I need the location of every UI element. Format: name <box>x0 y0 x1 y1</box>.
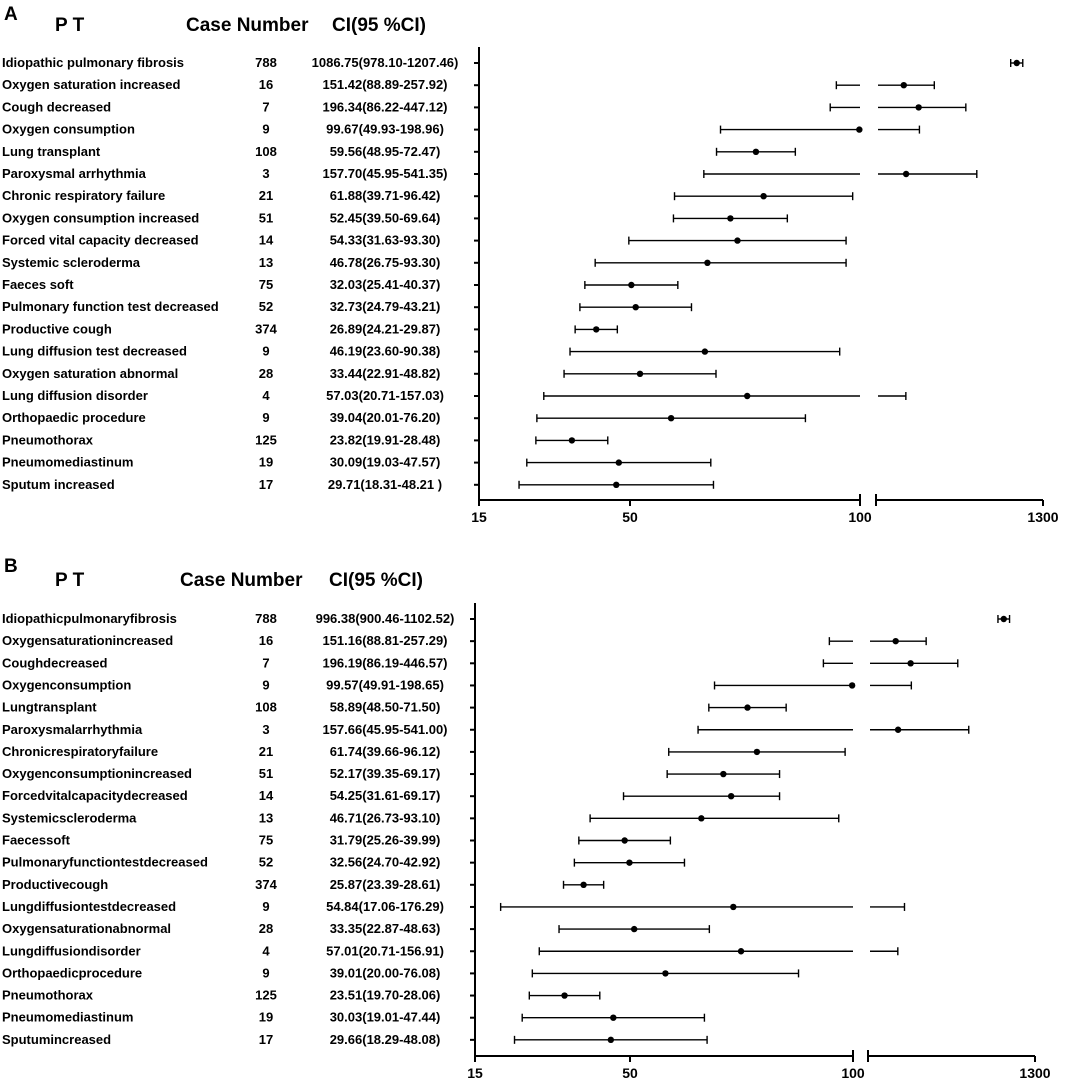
row-pt-label: Idiopathic pulmonary fibrosis <box>2 55 185 70</box>
point-estimate <box>569 437 575 443</box>
header-pt: P T <box>55 570 85 591</box>
forest-row <box>2 55 1023 70</box>
row-pt-label: Oxygenconsumptionincreased <box>2 766 192 782</box>
row-case-number: 51 <box>258 210 274 226</box>
point-estimate <box>744 393 750 399</box>
point-estimate <box>738 948 744 954</box>
x-tick-label: 100 <box>848 509 872 525</box>
row-ci-text: 29.71(18.31-48.21 ) <box>327 476 443 492</box>
forest-row <box>2 122 919 137</box>
point-estimate <box>631 926 637 932</box>
row-case-number: 9 <box>262 410 270 426</box>
row-case-number: 75 <box>258 277 274 292</box>
row-ci-text: 23.51(19.70-28.06) <box>329 987 441 1003</box>
row-ci-text: 99.57(49.91-198.65) <box>326 677 444 693</box>
row-case-number: 16 <box>258 633 274 649</box>
row-pt-label: Oxygenconsumption <box>2 677 132 693</box>
row-pt-label: Forcedvitalcapacitydecreased <box>2 788 188 804</box>
row-ci-text: 99.67(49.93-198.96) <box>326 121 444 137</box>
row-case-number: 14 <box>258 788 274 804</box>
row-case-number: 17 <box>258 1031 274 1047</box>
row-case-number: 14 <box>258 232 274 248</box>
point-estimate <box>895 727 901 733</box>
forest-row <box>2 700 786 715</box>
point-estimate <box>730 904 736 910</box>
point-estimate <box>753 149 759 155</box>
row-case-number: 75 <box>258 832 274 848</box>
row-case-number: 374 <box>255 876 277 892</box>
row-case-number: 9 <box>262 965 270 981</box>
forest-row <box>2 677 911 692</box>
row-case-number: 788 <box>255 611 277 626</box>
row-ci-text: 39.01(20.00-76.08) <box>329 965 441 981</box>
row-pt-label: Pneumothorax <box>2 432 94 448</box>
forest-panel-b <box>2 556 1051 1079</box>
row-ci-text: 32.03(25.41-40.37) <box>329 277 441 292</box>
row-pt-label: Lung diffusion disorder <box>2 388 148 403</box>
point-estimate <box>734 237 740 243</box>
row-ci-text: 46.19(23.60-90.38) <box>329 343 441 359</box>
row-case-number: 4 <box>262 943 270 959</box>
row-pt-label: Idiopathicpulmonaryfibrosis <box>2 611 177 626</box>
forest-row <box>2 1010 704 1025</box>
row-case-number: 17 <box>258 476 274 492</box>
row-case-number: 52 <box>258 299 274 315</box>
forest-row <box>2 855 684 870</box>
row-ci-text: 32.56(24.70-42.92) <box>329 854 441 870</box>
x-tick-label: 15 <box>467 1065 483 1079</box>
forest-row <box>2 899 904 914</box>
forest-row <box>2 277 678 292</box>
row-ci-text: 23.82(19.91-28.48) <box>329 432 441 448</box>
forest-row <box>2 455 711 470</box>
row-case-number: 51 <box>258 766 274 782</box>
forest-row <box>2 366 716 381</box>
point-estimate <box>613 482 619 488</box>
row-case-number: 374 <box>255 321 277 337</box>
row-pt-label: Pulmonaryfunctiontestdecreased <box>2 854 208 870</box>
point-estimate <box>561 992 567 998</box>
point-estimate <box>744 704 750 710</box>
header-case-number: Case Number <box>180 570 303 591</box>
row-case-number: 13 <box>258 810 274 826</box>
forest-row <box>2 321 617 336</box>
forest-row <box>2 877 604 892</box>
row-case-number: 16 <box>258 77 274 93</box>
row-pt-label: Productive cough <box>2 321 112 337</box>
point-estimate <box>621 837 627 843</box>
row-ci-text: 61.74(39.66-96.12) <box>329 743 441 759</box>
forest-row <box>2 299 691 314</box>
row-ci-text: 30.09(19.03-47.57) <box>329 454 441 470</box>
row-ci-text: 151.16(88.81-257.29) <box>322 633 448 649</box>
forest-row <box>2 655 958 670</box>
forest-row <box>2 410 805 425</box>
row-pt-label: Oxygen saturation increased <box>2 77 181 93</box>
row-ci-text: 39.04(20.01-76.20) <box>329 410 441 426</box>
row-pt-label: Oxygen consumption increased <box>2 210 200 226</box>
point-estimate <box>702 348 708 354</box>
forest-row <box>2 766 780 781</box>
point-estimate <box>616 459 622 465</box>
row-pt-label: Pneumomediastinum <box>2 1009 134 1025</box>
row-pt-label: Pulmonary function test decreased <box>2 299 219 315</box>
row-case-number: 125 <box>255 987 277 1003</box>
point-estimate <box>849 682 855 688</box>
point-estimate <box>915 104 921 110</box>
row-pt-label: Oxygen saturation abnormal <box>2 365 179 381</box>
point-estimate <box>626 859 632 865</box>
point-estimate <box>760 193 766 199</box>
forest-row <box>2 477 713 492</box>
row-ci-text: 46.71(26.73-93.10) <box>329 810 441 826</box>
row-case-number: 3 <box>262 721 270 737</box>
row-ci-text: 52.17(39.35-69.17) <box>329 766 441 782</box>
point-estimate <box>720 771 726 777</box>
row-pt-label: Oxygensaturationincreased <box>2 633 174 649</box>
row-ci-text: 151.42(88.89-257.92) <box>322 77 448 93</box>
row-pt-label: Paroxysmalarrhythmia <box>2 721 143 737</box>
forest-row <box>2 611 1010 626</box>
forest-row <box>2 722 969 737</box>
point-estimate <box>754 749 760 755</box>
row-pt-label: Faeces soft <box>2 277 74 292</box>
row-pt-label: Pneumomediastinum <box>2 454 134 470</box>
row-pt-label: Orthopaedicprocedure <box>2 965 143 981</box>
row-pt-label: Lung transplant <box>2 143 101 159</box>
row-ci-text: 996.38(900.46-1102.52) <box>315 611 455 626</box>
point-estimate <box>727 215 733 221</box>
forest-row <box>2 388 906 403</box>
forest-row <box>2 988 600 1003</box>
point-estimate <box>580 882 586 888</box>
row-pt-label: Sputumincreased <box>2 1031 112 1047</box>
forest-panel-a <box>2 4 1059 525</box>
forest-row <box>2 210 787 225</box>
row-ci-text: 59.56(48.95-72.47) <box>329 143 441 159</box>
forest-row <box>2 99 966 114</box>
x-tick-label: 50 <box>622 509 638 525</box>
forest-row <box>2 1032 707 1047</box>
header-ci: CI(95 %CI) <box>332 15 426 36</box>
row-ci-text: 157.70(45.95-541.35) <box>322 166 448 181</box>
row-pt-label: Lung diffusion test decreased <box>2 343 187 359</box>
x-tick-label: 15 <box>471 509 487 525</box>
x-tick-label: 100 <box>841 1065 865 1079</box>
row-pt-label: Productivecough <box>2 876 109 892</box>
row-pt-label: Systemicscleroderma <box>2 810 137 826</box>
row-case-number: 108 <box>255 699 277 715</box>
row-case-number: 9 <box>262 343 270 359</box>
row-pt-label: Sputum increased <box>2 476 115 492</box>
point-estimate <box>698 815 704 821</box>
row-case-number: 19 <box>258 1009 274 1025</box>
point-estimate <box>856 126 862 132</box>
point-estimate <box>901 82 907 88</box>
forest-row <box>2 77 934 92</box>
row-ci-text: 196.19(86.19-446.57) <box>322 655 448 671</box>
row-pt-label: Coughdecreased <box>2 655 108 671</box>
row-ci-text: 46.78(26.75-93.30) <box>329 254 441 270</box>
point-estimate <box>628 282 634 288</box>
panel-letter: A <box>4 4 18 25</box>
row-pt-label: Forced vital capacity decreased <box>2 232 199 248</box>
x-tick-label: 1300 <box>1019 1065 1051 1079</box>
point-estimate <box>637 371 643 377</box>
point-estimate <box>662 970 668 976</box>
forest-row <box>2 943 898 958</box>
forest-row <box>2 255 846 270</box>
row-ci-text: 196.34(86.22-447.12) <box>322 99 448 115</box>
row-ci-text: 54.33(31.63-93.30) <box>329 232 441 248</box>
row-pt-label: Lungdiffusiontestdecreased <box>2 898 177 914</box>
point-estimate <box>608 1037 614 1043</box>
forest-row <box>2 166 977 181</box>
row-ci-text: 157.66(45.95-541.00) <box>322 721 448 737</box>
row-case-number: 21 <box>258 188 274 204</box>
point-estimate <box>728 793 734 799</box>
row-pt-label: Paroxysmal arrhythmia <box>2 166 146 181</box>
row-ci-text: 1086.75(978.10-1207.46) <box>311 55 459 70</box>
x-tick-label: 1300 <box>1027 509 1059 525</box>
row-case-number: 21 <box>258 743 274 759</box>
forest-row <box>2 188 853 203</box>
row-ci-text: 33.44(22.91-48.82) <box>329 365 441 381</box>
row-ci-text: 29.66(18.29-48.08) <box>329 1031 441 1047</box>
header-case-number: Case Number <box>186 15 309 36</box>
header-pt: P T <box>55 15 85 36</box>
row-pt-label: Pneumothorax <box>2 987 94 1003</box>
header-ci: CI(95 %CI) <box>329 570 423 591</box>
row-case-number: 4 <box>262 388 270 403</box>
row-case-number: 7 <box>262 655 270 671</box>
point-estimate <box>903 171 909 177</box>
row-case-number: 13 <box>258 254 274 270</box>
row-case-number: 9 <box>262 898 270 914</box>
point-estimate <box>610 1015 616 1021</box>
row-ci-text: 58.89(48.50-71.50) <box>329 699 441 715</box>
row-case-number: 52 <box>258 854 274 870</box>
row-case-number: 7 <box>262 99 270 115</box>
forest-row <box>2 810 839 825</box>
row-case-number: 19 <box>258 454 274 470</box>
row-ci-text: 61.88(39.71-96.42) <box>329 188 441 204</box>
row-pt-label: Oxygen consumption <box>2 121 135 137</box>
row-case-number: 125 <box>255 432 277 448</box>
row-pt-label: Chronic respiratory failure <box>2 188 166 204</box>
row-ci-text: 57.03(20.71-157.03) <box>326 388 444 403</box>
row-ci-text: 33.35(22.87-48.63) <box>329 921 441 937</box>
row-pt-label: Lungdiffusiondisorder <box>2 943 141 959</box>
row-ci-text: 54.84(17.06-176.29) <box>326 898 444 914</box>
row-ci-text: 52.45(39.50-69.64) <box>329 210 441 226</box>
row-pt-label: Oxygensaturationabnormal <box>2 921 172 937</box>
row-pt-label: Cough decreased <box>2 99 112 115</box>
forest-row <box>2 965 799 980</box>
forest-row <box>2 144 795 159</box>
forest-row <box>2 833 670 848</box>
row-pt-label: Chronicrespiratoryfailure <box>2 743 159 759</box>
point-estimate <box>704 260 710 266</box>
row-ci-text: 26.89(24.21-29.87) <box>329 321 441 337</box>
forest-row <box>2 744 845 759</box>
row-case-number: 3 <box>262 166 270 181</box>
point-estimate <box>892 638 898 644</box>
x-tick-label: 50 <box>622 1065 638 1079</box>
point-estimate <box>632 304 638 310</box>
row-case-number: 9 <box>262 121 270 137</box>
row-ci-text: 30.03(19.01-47.44) <box>329 1009 441 1025</box>
panel-letter: B <box>4 556 18 577</box>
row-case-number: 28 <box>258 365 274 381</box>
point-estimate <box>1001 616 1007 622</box>
row-ci-text: 54.25(31.61-69.17) <box>329 788 441 804</box>
row-ci-text: 25.87(23.39-28.61) <box>329 876 441 892</box>
point-estimate <box>668 415 674 421</box>
forest-row <box>2 633 926 648</box>
row-pt-label: Orthopaedic procedure <box>2 410 146 426</box>
point-estimate <box>907 660 913 666</box>
forest-row <box>2 233 846 248</box>
forest-row <box>2 788 780 803</box>
row-ci-text: 57.01(20.71-156.91) <box>326 943 444 959</box>
row-pt-label: Systemic scleroderma <box>2 254 141 270</box>
row-case-number: 788 <box>255 55 277 70</box>
forest-row <box>2 344 840 359</box>
row-case-number: 28 <box>258 921 274 937</box>
row-case-number: 108 <box>255 143 277 159</box>
point-estimate <box>593 326 599 332</box>
forest-row <box>2 921 709 936</box>
forest-row <box>2 432 608 447</box>
row-case-number: 9 <box>262 677 270 693</box>
row-pt-label: Lungtransplant <box>2 699 97 715</box>
row-ci-text: 31.79(25.26-39.99) <box>329 832 441 848</box>
row-ci-text: 32.73(24.79-43.21) <box>329 299 441 315</box>
row-pt-label: Faecessoft <box>2 832 70 848</box>
point-estimate <box>1014 60 1020 66</box>
